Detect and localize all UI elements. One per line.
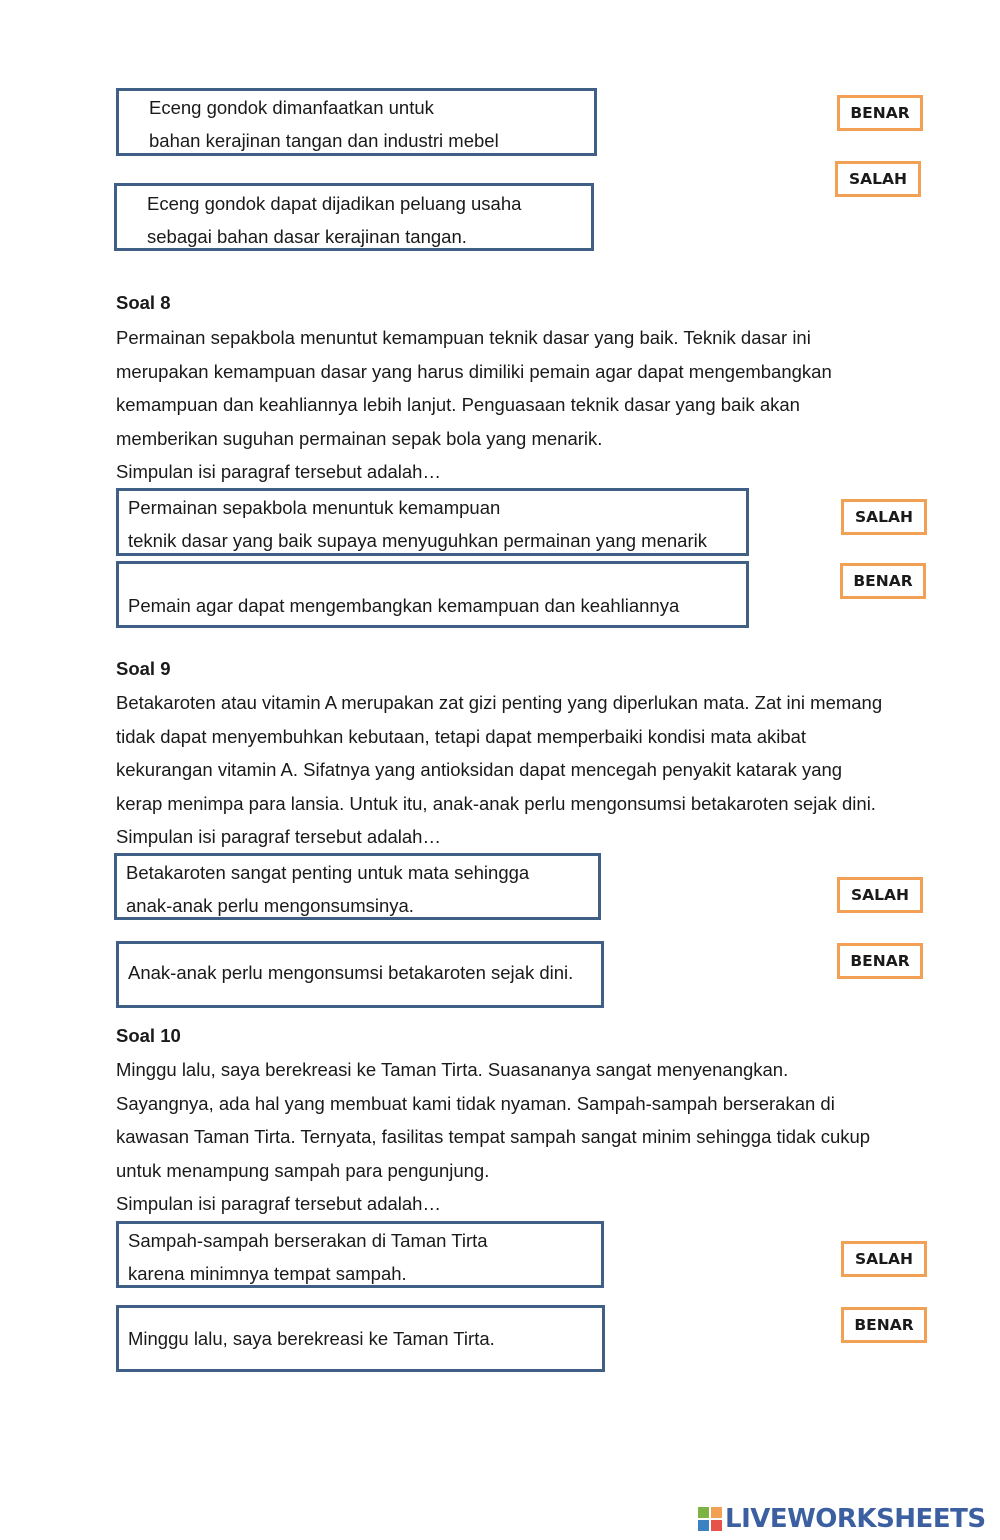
q8-paragraph-line-2: merupakan kemampuan dasar yang harus dimiliki pemain agar dapat mengembangkan: [116, 360, 832, 382]
q10-paragraph-line-3: kawasan Taman Tirta. Ternyata, fasilitas tempat sampah sangat minim sehingga tidak cukup: [116, 1126, 871, 1148]
q9-paragraph-line-2: tidak dapat menyembuhkan kebutaan, tetapi dapat memperbaiki kondisi mata akibat: [116, 725, 807, 747]
q8-option-2-line-1: Pemain agar dapat mengembangkan kemampuan dan keahliannya: [128, 595, 680, 616]
q9-option-1-line-1: Betakaroten sangat penting untuk mata sehingga: [126, 862, 530, 883]
q7-option-1-line-1: Eceng gondok dimanfaatkan untuk: [149, 97, 434, 118]
q10-paragraph: [116, 1053, 870, 1221]
q7-option-2[interactable]: [114, 183, 594, 251]
q7-option-1[interactable]: [116, 88, 597, 156]
q8-paragraph-line-3: kemampuan dan keahliannya lebih lanjut. Penguasaan teknik dasar yang baik akan: [116, 394, 800, 416]
q7-tag-benar[interactable]: BENAR: [837, 95, 923, 131]
q9-option-1-line-2: anak-anak perlu mengonsumsinya.: [126, 895, 414, 916]
q8-heading: Soal 8: [116, 292, 171, 313]
q9-paragraph: [116, 686, 882, 854]
q9-paragraph-line-4: kerap menimpa para lansia. Untuk itu, anak-anak perlu mengonsumsi betakaroten sejak dini.: [116, 792, 876, 814]
q10-option-1[interactable]: [116, 1221, 604, 1288]
q9-option-2[interactable]: [116, 941, 604, 1008]
q10-paragraph-line-1: Minggu lalu, saya berekreasi ke Taman Tirta. Suasananya sangat menyenangkan.: [116, 1059, 789, 1080]
q8-paragraph: [116, 321, 832, 489]
q9-option-2-line-1: Anak-anak perlu mengonsumsi betakaroten sejak dini.: [128, 962, 574, 983]
q8-option-1[interactable]: [116, 488, 749, 556]
liveworksheets-logo-icon: [698, 1507, 722, 1531]
liveworksheets-logo-text: LIVEWORKSHEETS: [725, 1504, 986, 1534]
q10-tag-salah[interactable]: SALAH: [841, 1241, 927, 1277]
q10-paragraph-line-2: Sayangnya, ada hal yang membuat kami tidak nyaman. Sampah-sampah berserakan di: [116, 1092, 835, 1114]
q8-option-2[interactable]: [116, 561, 749, 628]
q10-option-2[interactable]: [116, 1305, 605, 1372]
q9-paragraph-line-3: kekurangan vitamin A. Sifatnya yang antioksidan dapat mencegah penyakit katarak yang: [116, 759, 843, 781]
q10-tag-benar[interactable]: BENAR: [841, 1307, 927, 1343]
q7-option-2-line-1: Eceng gondok dapat dijadikan peluang usaha: [147, 193, 522, 214]
q10-option-1-line-1: Sampah-sampah berserakan di Taman Tirta: [128, 1230, 488, 1251]
q10-heading: Soal 10: [116, 1025, 181, 1046]
q10-paragraph-line-4: untuk menampung sampah para pengunjung.: [116, 1159, 490, 1181]
q9-paragraph-line-1: Betakaroten atau vitamin A merupakan zat gizi penting yang diperlukan mata. Zat ini memang: [116, 692, 883, 713]
q10-option-1-line-2: karena minimnya tempat sampah.: [128, 1263, 407, 1284]
q8-paragraph-line-4: memberikan suguhan permainan sepak bola yang menarik.: [116, 427, 603, 449]
q8-option-1-line-1: Permainan sepakbola menuntuk kemampuan: [128, 497, 501, 518]
q7-option-1-line-2: bahan kerajinan tangan dan industri mebel: [149, 130, 499, 151]
q7-tag-salah[interactable]: SALAH: [835, 161, 921, 197]
q10-option-2-line-1: Minggu lalu, saya berekreasi ke Taman Tirta.: [128, 1328, 495, 1349]
q9-tag-benar[interactable]: BENAR: [837, 943, 923, 979]
q8-tag-salah[interactable]: SALAH: [841, 499, 927, 535]
q9-prompt: Simpulan isi paragraf tersebut adalah…: [116, 826, 441, 848]
q8-prompt: Simpulan isi paragraf tersebut adalah…: [116, 461, 441, 483]
liveworksheets-logo: [698, 1504, 986, 1534]
q8-option-1-line-2: teknik dasar yang baik supaya menyuguhkan permainan yang menarik: [128, 530, 707, 551]
q7-option-2-line-2: sebagai bahan dasar kerajinan tangan.: [147, 226, 467, 247]
q8-tag-benar[interactable]: BENAR: [840, 563, 926, 599]
q9-tag-salah[interactable]: SALAH: [837, 877, 923, 913]
q10-prompt: Simpulan isi paragraf tersebut adalah…: [116, 1193, 441, 1215]
q8-paragraph-line-1: Permainan sepakbola menuntut kemampuan teknik dasar yang baik. Teknik dasar ini: [116, 327, 811, 348]
q9-option-1[interactable]: [114, 853, 601, 920]
q9-heading: Soal 9: [116, 658, 171, 679]
